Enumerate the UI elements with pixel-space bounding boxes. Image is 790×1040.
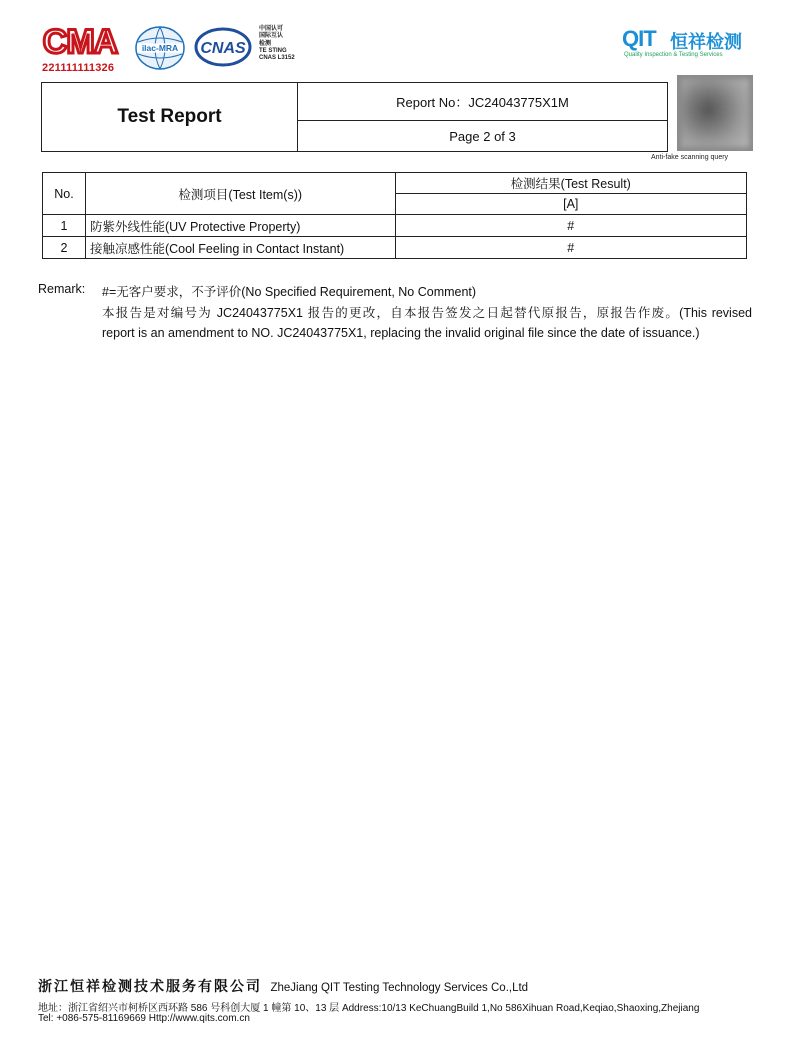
anti-fake-qr-code bbox=[677, 75, 753, 151]
cnas-line: CNAS L3152 bbox=[259, 55, 295, 62]
report-number: Report No：JC24043775X1M bbox=[298, 83, 667, 121]
footer-company bbox=[38, 976, 528, 996]
footer-address: 地址：浙江省绍兴市柯桥区西环路 586 号科创大厦 1 幢第 10、13 层 Address:10/13 KeChuangBuild 1,No 586Xihuan Road,Keqiao,Shaoxing,Zhejiang bbox=[38, 1003, 700, 1014]
row-item: 防紫外线性能(UV Protective Property) bbox=[85, 215, 395, 237]
header-test-item: 检测项目(Test Item(s)) bbox=[85, 173, 395, 215]
cnas-line: TE STING bbox=[259, 47, 287, 54]
row-no: 2 bbox=[43, 237, 86, 259]
qit-chinese-name: 恒祥检测 bbox=[670, 32, 742, 52]
test-results-table bbox=[42, 172, 747, 259]
table-header-row bbox=[43, 173, 747, 194]
cnas-text: CNAS bbox=[200, 40, 246, 57]
qit-english-tagline: Quality Inspection & Testing Services bbox=[624, 52, 723, 58]
cma-logo bbox=[40, 22, 120, 74]
header-no: No. bbox=[43, 173, 86, 215]
svg-text:CMA: CMA bbox=[42, 23, 118, 58]
qit-logo bbox=[622, 22, 752, 62]
cnas-line: 国际互认 bbox=[259, 33, 284, 40]
page-indicator: Page 2 of 3 bbox=[449, 128, 516, 144]
remark-text bbox=[102, 282, 752, 344]
report-title: Test Report bbox=[42, 83, 298, 151]
row-no: 1 bbox=[43, 215, 86, 237]
table-row bbox=[43, 215, 747, 237]
table-row bbox=[43, 237, 747, 259]
qr-blur bbox=[681, 79, 749, 147]
header-test-result: 检测结果(Test Result) bbox=[395, 173, 746, 194]
qr-caption: Anti-fake scanning query bbox=[651, 154, 729, 161]
remark-line: report is an amendment to NO. JC24043775X1, replacing the invalid original file since the date of issuance.) bbox=[102, 326, 700, 340]
row-result: # bbox=[395, 237, 746, 259]
cnas-line: 检测 bbox=[259, 40, 272, 47]
footer-contact: Tel: +086-575-81169669 Http://www.qits.com.cn bbox=[38, 1013, 250, 1024]
report-title-box bbox=[41, 82, 668, 152]
company-name-en: ZheJiang QIT Testing Technology Services Co.,Ltd bbox=[270, 982, 529, 994]
cma-mark-icon bbox=[40, 22, 120, 58]
ilac-mra-logo bbox=[134, 25, 186, 71]
remark-line: #=无客户要求，不予评价(No Specified Requirement, No Comment) bbox=[102, 285, 477, 299]
cma-number: 221111111326 bbox=[42, 62, 115, 74]
row-item: 接触凉感性能(Cool Feeling in Contact Instant) bbox=[85, 237, 395, 259]
header-sample-a: [A] bbox=[395, 194, 746, 215]
cnas-line: 中国认可 bbox=[259, 26, 284, 32]
row-result: # bbox=[395, 215, 746, 237]
cnas-caption bbox=[259, 26, 295, 62]
ilac-text: ilac-MRA bbox=[141, 43, 179, 53]
remark-line: 本报告是对编号为 JC24043775X1 报告的更改，自本报告签发之日起替代原报告，原报告作废。(This revised bbox=[102, 305, 752, 320]
qit-mark: QIT bbox=[622, 26, 656, 51]
cnas-logo bbox=[194, 27, 252, 67]
remark-label: Remark: bbox=[38, 282, 86, 296]
company-name-cn: 浙江恒祥检测技术服务有限公司 bbox=[38, 979, 262, 995]
